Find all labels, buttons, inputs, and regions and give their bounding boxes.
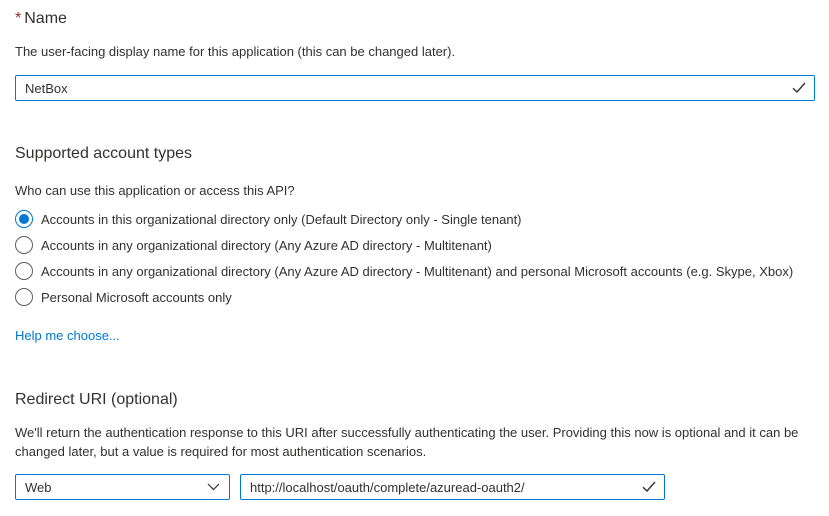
name-section [15,8,815,101]
redirect-uri-section [15,389,815,500]
redirect-uri-input[interactable] [240,474,665,500]
radio-option-personal-only[interactable] [15,284,815,310]
radio-option-multitenant-personal[interactable] [15,258,815,284]
redirect-uri-description: We'll return the authentication response to this URI after successfully authenticating the user. Providing this now is optional and it can be changed later, but a value is required for most authentication scenarios. [15,425,799,459]
name-section-title [15,8,815,30]
radio-option-label: Accounts in this organizational directory only (Default Directory only - Single tenant) [41,211,522,227]
platform-select[interactable] [15,474,230,500]
redirect-uri-field-wrapper [240,474,665,500]
chevron-down-icon [207,483,220,491]
account-types-radio-group [15,206,815,310]
platform-select-value: Web [25,479,52,495]
redirect-uri-title: Redirect URI (optional) [15,391,178,408]
radio-icon[interactable] [15,210,33,228]
supported-account-types-section [15,143,815,345]
radio-icon[interactable] [15,288,33,306]
name-field-wrapper [15,75,815,101]
radio-option-single-tenant[interactable] [15,206,815,232]
supported-account-types-title: Supported account types [15,145,193,162]
name-label: Name [24,10,67,27]
required-asterisk: * [15,10,22,27]
redirect-uri-row [15,474,815,500]
account-types-question: Who can use this application or access this API? [15,183,295,198]
name-description: The user-facing display name for this application (this can be changed later). [15,44,456,59]
radio-option-label: Personal Microsoft accounts only [41,289,232,305]
radio-icon[interactable] [15,262,33,280]
radio-option-label: Accounts in any organizational directory (Any Azure AD directory - Multitenant) [41,237,492,253]
radio-option-label: Accounts in any organizational directory (Any Azure AD directory - Multitenant) and personal Microsoft accounts (e.g. Skype, Xbox) [41,263,794,279]
radio-icon[interactable] [15,236,33,254]
help-me-choose-link[interactable]: Help me choose... [15,328,120,343]
name-input[interactable] [15,75,815,101]
radio-option-multitenant[interactable] [15,232,815,258]
